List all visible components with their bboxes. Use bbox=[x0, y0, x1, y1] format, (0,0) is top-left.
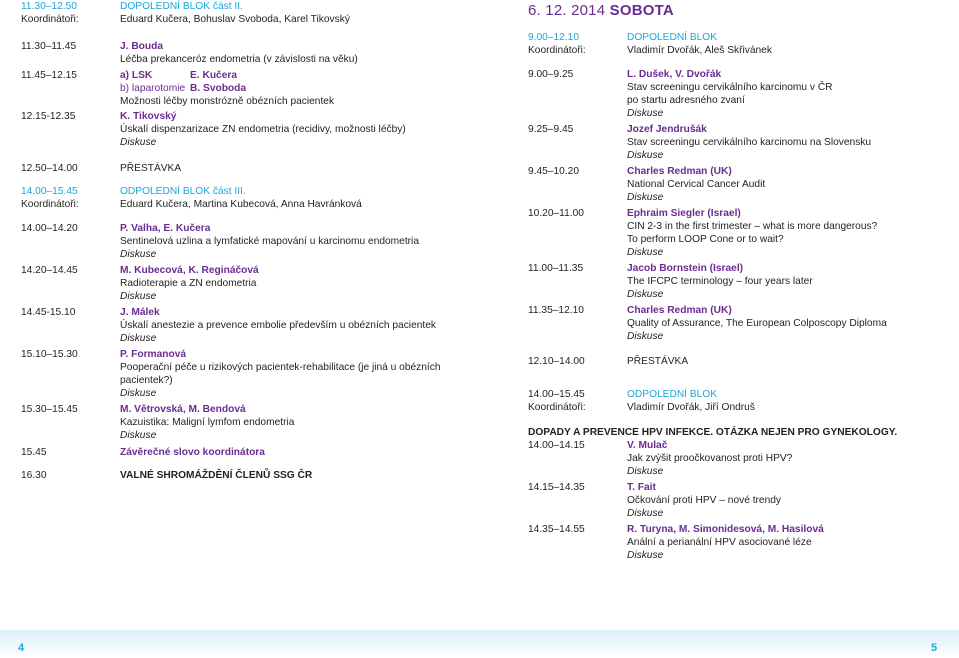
talk-topic: Úskalí anestezie a prevence embolie především u obézních pacientek bbox=[120, 320, 436, 331]
coordinators: Vladimír Dvořák, Jiří Ondruš bbox=[627, 402, 755, 413]
talk-time: 11.45–12.15 bbox=[21, 70, 77, 81]
talk-topic: National Cervical Cancer Audit bbox=[627, 179, 766, 190]
discussion: Diskuse bbox=[120, 291, 157, 302]
day-heading bbox=[528, 2, 948, 19]
talk bbox=[528, 123, 948, 162]
discussion: Diskuse bbox=[120, 388, 157, 399]
discussion: Diskuse bbox=[627, 466, 664, 477]
break-time: 12.10–14.00 bbox=[528, 356, 585, 367]
talk-topic: Radioterapie a ZN endometria bbox=[120, 278, 257, 289]
talk-speaker: P. Formanová bbox=[120, 349, 187, 360]
discussion: Diskuse bbox=[627, 289, 664, 300]
talk bbox=[21, 110, 476, 149]
right-page bbox=[528, 0, 948, 562]
left-page bbox=[21, 0, 476, 482]
coordinators-label: Koordinátoři: bbox=[528, 45, 586, 56]
heading-date: 6. 12. 2014 bbox=[528, 2, 606, 19]
discussion: Diskuse bbox=[627, 150, 664, 161]
talk-topic: Sentinelová uzlina a lymfatické mapování u karcinomu endometria bbox=[120, 236, 419, 247]
talk-topic-line2: po startu adresného zvaní bbox=[627, 95, 745, 106]
talk-time: 14.20–14.45 bbox=[21, 265, 78, 276]
page-number-right: 5 bbox=[931, 642, 938, 654]
talk-topic: Možnosti léčby monstrózně obézních pacientek bbox=[120, 96, 335, 107]
discussion: Diskuse bbox=[627, 247, 664, 258]
discussion: Diskuse bbox=[120, 333, 157, 344]
discussion: Diskuse bbox=[627, 508, 664, 519]
talk bbox=[21, 69, 476, 108]
block-title: ODPOLEDNÍ BLOK bbox=[627, 389, 718, 400]
talk-speaker: V. Mulač bbox=[627, 440, 668, 451]
talk bbox=[21, 306, 476, 345]
talk-speaker: B. Svoboda bbox=[190, 83, 247, 94]
general-assembly bbox=[21, 469, 476, 482]
footer-band bbox=[0, 630, 959, 658]
block-time: 14.00–15.45 bbox=[528, 389, 585, 400]
discussion: Diskuse bbox=[627, 331, 664, 342]
talk bbox=[528, 68, 948, 120]
talk-time: 14.00–14.15 bbox=[528, 440, 585, 451]
talk-speaker: Charles Redman (UK) bbox=[627, 305, 732, 316]
talk-speaker: T. Fait bbox=[627, 482, 656, 493]
talk-time: 11.35–12.10 bbox=[528, 305, 584, 316]
discussion: Diskuse bbox=[120, 137, 157, 148]
talk-topic: Očkování proti HPV – nové trendy bbox=[627, 495, 782, 506]
talk bbox=[528, 523, 948, 562]
break-time: 12.50–14.00 bbox=[21, 163, 78, 174]
coordinators: Eduard Kučera, Martina Kubecová, Anna Havránková bbox=[120, 199, 362, 210]
talk-topic-line2: pacientek?) bbox=[120, 375, 173, 386]
talk-time: 11.30–11.45 bbox=[21, 41, 77, 52]
break bbox=[21, 162, 476, 175]
talk-topic: Léčba prekanceróz endometria (v závislosti na věku) bbox=[120, 54, 358, 65]
discussion: Diskuse bbox=[627, 192, 664, 203]
talk-topic-line2: To perform LOOP Cone or to wait? bbox=[627, 234, 784, 245]
talk-time: 12.15-12.35 bbox=[21, 111, 76, 122]
talk bbox=[528, 439, 948, 478]
talk-time: 9.25–9.45 bbox=[528, 124, 574, 135]
talk-option-b: b) laparotomie bbox=[120, 83, 186, 94]
talk bbox=[21, 264, 476, 303]
coordinators-label: Koordinátoři: bbox=[21, 14, 79, 25]
discussion: Diskuse bbox=[120, 249, 157, 260]
talk-time: 9.00–9.25 bbox=[528, 69, 574, 80]
talk-speaker: L. Dušek, V. Dvořák bbox=[627, 69, 722, 80]
talk-speaker: Jozef Jendrušák bbox=[627, 124, 707, 135]
coordinators-label: Koordinátoři: bbox=[528, 402, 586, 413]
discussion: Diskuse bbox=[627, 550, 664, 561]
talk-speaker: Charles Redman (UK) bbox=[627, 166, 732, 177]
block-title: DOPOLEDNÍ BLOK bbox=[627, 32, 718, 43]
block-time: 9.00–12.10 bbox=[528, 32, 579, 43]
talk-time: 11.00–11.35 bbox=[528, 263, 584, 274]
talk-topic: Kazuistika: Maligní lymfom endometria bbox=[120, 417, 295, 428]
talk bbox=[21, 40, 476, 66]
talk-speaker: Ephraim Siegler (Israel) bbox=[627, 208, 741, 219]
talk-topic: Úskalí dispenzarizace ZN endometria (recidivy, možnosti léčby) bbox=[120, 124, 406, 135]
block-time: 11.30–12.50 bbox=[21, 1, 77, 12]
talk-topic: Stav screeningu cervikálního karcinomu na Slovensku bbox=[627, 137, 872, 148]
talk bbox=[21, 348, 476, 400]
block-afternoon bbox=[528, 388, 948, 414]
coordinators: Eduard Kučera, Bohuslav Svoboda, Karel Tikovský bbox=[120, 14, 350, 25]
talk-time: 15.10–15.30 bbox=[21, 349, 78, 360]
talk-topic: The IFCPC terminology – four years later bbox=[627, 276, 813, 287]
talk-speaker: M. Kubecová, K. Regináčová bbox=[120, 265, 259, 276]
talk bbox=[528, 481, 948, 520]
talk-time: 14.00–14.20 bbox=[21, 223, 78, 234]
talk-speaker: P. Valha, E. Kučera bbox=[120, 223, 211, 234]
talk-speaker: Jacob Bornstein (Israel) bbox=[627, 263, 744, 274]
page-number-left: 4 bbox=[18, 642, 25, 654]
block-afternoon-part3 bbox=[21, 185, 476, 211]
talk-topic-line1: Stav screeningu cervikálního karcinomu v ČR bbox=[627, 82, 833, 93]
talk bbox=[528, 165, 948, 204]
block-time: 14.00–15.45 bbox=[21, 186, 78, 197]
talk-speaker: M. Větrovská, M. Bendová bbox=[120, 404, 246, 415]
block-title: ODPOLEDNÍ BLOK část III. bbox=[120, 186, 246, 197]
talk-time: 14.45-15.10 bbox=[21, 307, 76, 318]
break bbox=[528, 355, 948, 368]
closing-time: 15.45 bbox=[21, 447, 47, 458]
talk bbox=[21, 222, 476, 261]
talk bbox=[528, 207, 948, 259]
coordinators: Vladimír Dvořák, Aleš Skřivánek bbox=[627, 45, 772, 56]
break-label: PŘESTÁVKA bbox=[120, 163, 182, 174]
talk-speaker: R. Turyna, M. Simonidesová, M. Hasilová bbox=[627, 524, 824, 535]
talk-time: 14.15–14.35 bbox=[528, 482, 585, 493]
talk-option-a: a) LSK bbox=[120, 70, 153, 81]
closing-label: Závěrečné slovo koordinátora bbox=[120, 447, 265, 458]
talk-topic-line1: Pooperační péče u rizikových pacientek-rehabilitace (je jiná u obézních bbox=[120, 362, 441, 373]
discussion: Diskuse bbox=[627, 108, 664, 119]
talk-topic-line1: CIN 2-3 in the first trimester – what is more dangerous? bbox=[627, 221, 878, 232]
talk-time: 9.45–10.20 bbox=[528, 166, 579, 177]
coordinators-label: Koordinátoři: bbox=[21, 199, 79, 210]
talk-speaker: K. Tikovský bbox=[120, 111, 177, 122]
talk-topic: Jak zvýšit proočkovanost proti HPV? bbox=[627, 453, 793, 464]
talk-topic: Quality of Assurance, The European Colposcopy Diploma bbox=[627, 318, 887, 329]
talk-time: 14.35–14.55 bbox=[528, 524, 585, 535]
block-morning bbox=[528, 31, 948, 57]
block-midday-part2 bbox=[21, 0, 476, 26]
heading-day: SOBOTA bbox=[609, 2, 674, 19]
talk-speaker: J. Bouda bbox=[120, 41, 164, 52]
talk bbox=[528, 262, 948, 301]
closing-word bbox=[21, 446, 476, 459]
talk-time: 10.20–11.00 bbox=[528, 208, 584, 219]
discussion: Diskuse bbox=[120, 430, 157, 441]
talk bbox=[528, 304, 948, 343]
talk-speaker: E. Kučera bbox=[190, 70, 237, 81]
talk bbox=[21, 403, 476, 442]
section-heading: DOPADY A PREVENCE HPV INFEKCE. OTÁZKA NEJEN PRO GYNEKOLOGY. bbox=[528, 427, 898, 438]
talk-time: 15.30–15.45 bbox=[21, 404, 78, 415]
break-label: PŘESTÁVKA bbox=[627, 356, 689, 367]
assembly-label: VALNÉ SHROMÁŽDĚNÍ ČLENŮ SSG ČR bbox=[120, 470, 313, 481]
assembly-time: 16.30 bbox=[21, 470, 47, 481]
talk-topic: Anální a perianální HPV asociované léze bbox=[627, 537, 812, 548]
talk-speaker: J. Málek bbox=[120, 307, 160, 318]
block-title: DOPOLEDNÍ BLOK část II. bbox=[120, 1, 243, 12]
